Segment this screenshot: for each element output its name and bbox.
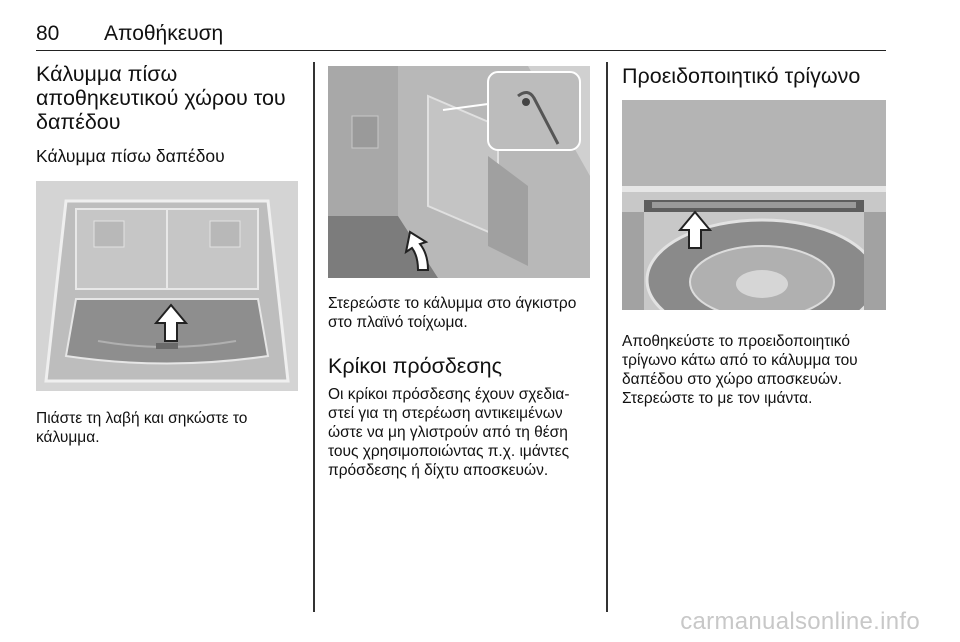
section-heading: Προειδοποιητικό τρίγωνο [622,64,861,88]
column-hook-and-tie-downs [328,62,590,480]
description-text: Οι κρίκοι πρόσδεσης έχουν σχεδιαστεί για τη στερέωση αντικειμένων ώστε να μη γλιστρούν από τη θέση τους χρησιμοποιώντας π.χ. ιμάντες πρόσδεσης ή δίχτυ αποσκευών. [328,386,570,479]
figure-cover-hook [328,66,590,278]
figure-rear-floor-cover [36,181,298,391]
subsection-heading: Κάλυμμα πίσω δαπέδου [36,146,225,166]
column-floor-cover [36,62,298,447]
section-heading: Κρίκοι πρόσδεσης [328,354,502,378]
up-arrow-icon [678,210,712,250]
column-warning-triangle [622,62,886,408]
curved-arrow-icon [404,230,440,272]
page-number: 80 [36,22,60,45]
instruction-text: Πιάστε τη λαβή και σηκώστε το κάλυμμα. [36,410,248,446]
figure-warning-triangle [622,100,886,310]
instruction-text: Αποθηκεύστε το προειδοποιητικό τρίγωνο κάτω από το κάλυμμα του δαπέδου στο χώρο αποσκευών. Στερεώστε το με τον ιμάντα. [622,333,858,407]
watermark: carmanualsonline.info [680,608,920,635]
section-heading: Κάλυμμα πίσω αποθηκευτικού χώρου του δαπέδου [36,62,286,134]
up-arrow-icon [154,303,188,343]
page-header [36,22,886,51]
trunk-illustration [36,181,298,391]
spare-wheel-illustration [622,100,886,310]
column-divider [606,62,608,612]
section-title: Αποθήκευση [104,22,224,45]
side-wall-illustration [328,66,590,278]
column-divider [313,62,315,612]
instruction-text: Στερεώστε το κάλυμμα στο άγκιστρο στο πλαϊνό τοίχωμα. [328,295,577,331]
